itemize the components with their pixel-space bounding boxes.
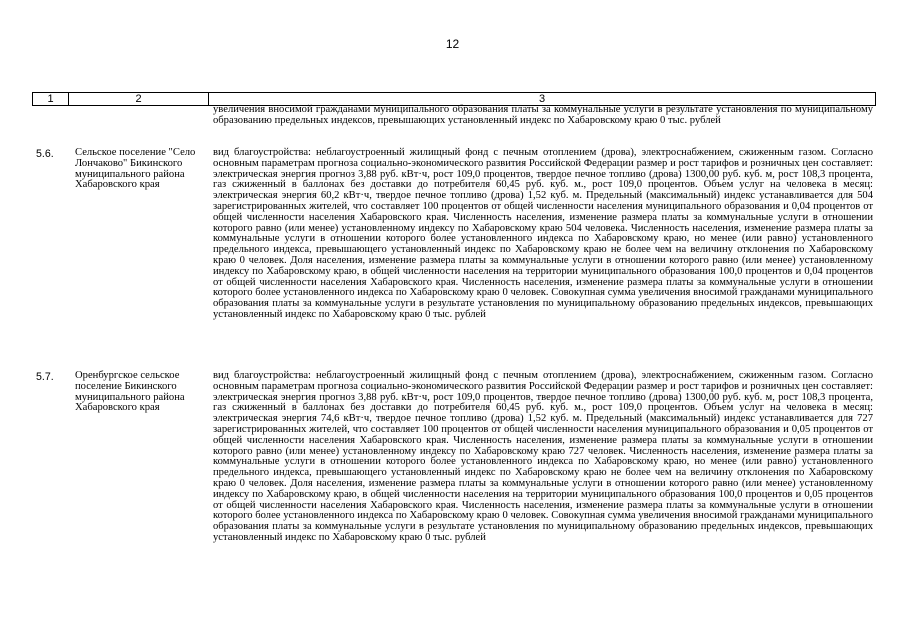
row-number: 5.7.: [36, 371, 54, 383]
row-number: 5.6.: [36, 148, 54, 160]
row-organization: Сельское поселение "Село Лончаково" Бикинского муниципального района Хабаровского края: [75, 147, 196, 191]
row-organization: Оренбургское сельское поселение Бикинского муниципального района Хабаровского края: [75, 370, 185, 414]
column-header-1: 1: [33, 93, 69, 105]
page-number: 12: [445, 37, 460, 51]
row-description: вид благоустройства: неблагоустроенный жилищный фонд с печным отоплением (дрова), электроснабжением, сжиженным газом. Согласно основным параметрам прогноза социально-экономического развития Российской Федерации размер и рост тарифов и розничных цен составляет: электрическая энергия прогноз 3,88 руб. кВт·ч, рост 109,0 процентов, твердое печное топливо (дрова) 1300,00 руб. куб. м, рост 108,3 процента, газ сжиженный в баллонах без доставки до потребителя 60,45 руб. куб. м., рост 109,0 процентов. Объем услуг на человека в месяц: электрическая энергия 74,6 кВт·ч, твердое печное топливо (дрова) 1,52 куб. м. Предельный (максимальный) индекс устанавливается для 727 зарегистрированных жителей, что составляет 100 процентов от общей численности населения муниципального образования и 0,05 процентов от общей численности населения Хабаровского края. Численность населения, изменение размера платы за коммунальные услуги в отношении которого равно (или менее) установленному индексу по Хабаровскому краю 727 человек. Численность населения, изменение размера платы за коммунальные услуги в отношении которого более установленного индекса по Хабаровскому краю, но менее (или равно) установленного предельного индекса, превышающего установленный индекс по Хабаровскому краю не более чем на величину отклонения по Хабаровскому краю 0 человек. Доля населения, изменение размера платы за коммунальные услуги в отношении которого равно (или менее) установленному индексу по Хабаровскому краю, в общей численности населения на территории муниципального образования 100,0 процентов и 0,05 процентов от общей численности населения Хабаровского края. Численность населения, изменение размера платы за коммунальные услуги в отношении которого более установленного индекса по Хабаровскому краю 0 человек. Совокупная сумма увеличения вносимой гражданами муниципального образования платы за коммунальные услуги в результате установления по муниципальному образованию предельных индексов, превышающих установленный индекс по Хабаровскому краю 0 тыс. рублей: [213, 370, 873, 543]
column-header-2: 2: [69, 93, 209, 105]
column-header-3: 3: [538, 93, 546, 105]
continuation-text: увеличения вносимой гражданами муниципального образования платы за коммунальные услуги в результате установления по муниципальному образованию предельных индексов, превышающих установленный индекс по Хабаровскому краю 0 тыс. рублей: [213, 104, 873, 126]
row-description: вид благоустройства: неблагоустроенный жилищный фонд с печным отоплением (дрова), электроснабжением, сжиженным газом. Согласно основным параметрам прогноза социально-экономического развития Российской Федерации размер и рост тарифов и розничных цен составляет: электрическая энергия прогноз 3,88 руб. кВт·ч, рост 109,0 процентов, твердое печное топливо (дрова) 1300,00 руб. куб. м, рост 108,3 процента, газ сжиженный в баллонах без доставки до потребителя 60,45 руб. куб. м., рост 109,0 процентов. Объем услуг на человека в месяц: электрическая энергия 60,2 кВт·ч, твердое печное топливо (дрова) 1,52 куб. м. Предельный (максимальный) индекс устанавливается для 504 зарегистрированных жителей, что составляет 100 процентов от общей численности населения муниципального образования и 0,04 процентов от общей численности населения Хабаровского края. Численность населения, изменение размера платы за коммунальные услуги в отношении которого равно (или менее) установленному индексу по Хабаровскому краю 504 человека. Численность населения, изменение размера платы за коммунальные услуги в отношении которого более установленного индекса по Хабаровскому краю, но менее (или равно) установленного предельного индекса, превышающего установленный индекс по Хабаровскому краю не более чем на величину отклонения по Хабаровскому краю 0 человек. Доля населения, изменение размера платы за коммунальные услуги в отношении которого равно (или менее) установленному индексу по Хабаровскому краю, в общей численности населения на территории муниципального образования 100,0 процентов и 0,04 процентов от общей численности населения Хабаровского края. Численность населения, изменение размера платы за коммунальные услуги в отношении которого более установленного индекса по Хабаровскому краю 0 человек. Совокупная сумма увеличения вносимой гражданами муниципального образования платы за коммунальные услуги в результате установления по муниципальному образованию предельных индексов, превышающих установленный индекс по Хабаровскому краю 0 тыс. рублей: [213, 147, 873, 320]
